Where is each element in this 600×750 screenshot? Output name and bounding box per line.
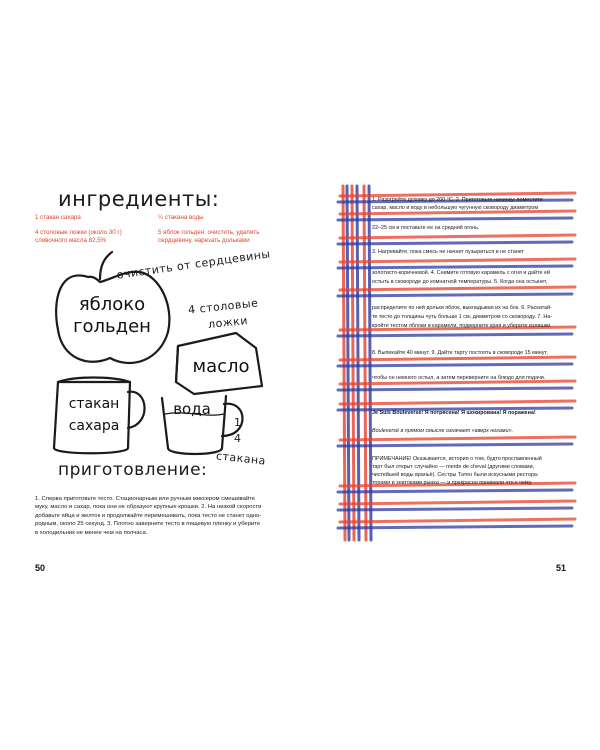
page-number-left: 50 bbox=[35, 563, 46, 573]
fraction-bottom: 4 bbox=[234, 432, 242, 445]
crayon-stroke bbox=[338, 444, 572, 446]
preparation-title: приготовление: bbox=[58, 460, 208, 480]
quarter-cup-label: стакана bbox=[215, 449, 267, 468]
ingredient-1-line1: 1 стакан сахара bbox=[35, 214, 81, 221]
note-line3: чистейшей воды враньё). Сестры Татен были искусными рестора- bbox=[372, 472, 539, 478]
step-8-line1: 8. Выпекайте 40 минут. 9. Дайте тарту постоять в сковороде 15 минут, bbox=[372, 350, 548, 356]
crayon-stroke bbox=[338, 508, 572, 510]
apple-leaf bbox=[100, 252, 112, 279]
prep-line-5: в холодильник не менее чем на полчаса. bbox=[35, 529, 148, 536]
butter-label: масло bbox=[192, 356, 250, 377]
ingredient-2 bbox=[35, 229, 175, 245]
crayon-stroke bbox=[338, 294, 572, 296]
step-6-line2: те тесто до толщины чуть больше 1 см, диаметром со сковороду. 7. На- bbox=[372, 314, 553, 320]
spoons-label-line1: 4 столовые bbox=[187, 296, 259, 317]
ingredient-3-line1: ¼ стакана воды bbox=[158, 214, 204, 221]
fraction-top: 1 bbox=[234, 416, 242, 429]
spoons-label-line2: ложки bbox=[207, 313, 249, 332]
ingredient-4 bbox=[158, 229, 298, 245]
step-7-line: кройте тестом яблоки в карамели, подверните края и уберите излишки. bbox=[372, 323, 552, 329]
prep-line-1: 1. Сперва приготовьте тесто. Стационарным или ручным миксером смешивайте bbox=[35, 496, 256, 502]
bouleverse-meaning: Bouleversé в прямом смысле означает «вверх ногами». bbox=[372, 428, 514, 434]
ingredient-1 bbox=[35, 214, 175, 222]
step-4-line2: остыть в сковороде до комнатной температуры. 5. Когда она остынет, bbox=[372, 279, 548, 285]
prep-line-2: муку, масло и сахар, пока они не образуют крупные крошки. 2. На низкой скорости bbox=[35, 504, 262, 511]
crayon-stroke bbox=[340, 193, 575, 196]
step-1-2-line1: 1. Разогрейте духовку до 200 °C. 2. Приготовьте начинку: поместите bbox=[372, 197, 543, 203]
ingredient-3 bbox=[158, 214, 298, 222]
crayon-stroke bbox=[338, 334, 572, 336]
note-line1: ПРИМЕЧАНИЕ! Оказывается, история о том, будто прославленный bbox=[372, 456, 542, 462]
ingredient-2-line1: 4 столовые ложки (около 30 г) bbox=[35, 229, 122, 236]
crayon-stroke bbox=[338, 266, 572, 268]
crayon-stroke bbox=[340, 401, 575, 404]
crayon-stroke bbox=[340, 235, 575, 238]
crayon-stroke bbox=[340, 437, 575, 440]
cup-label-line1: стакан bbox=[68, 396, 120, 412]
crayon-stroke bbox=[340, 501, 575, 504]
step-1-2-line3: 22–25 см и поставьте ее на средний огонь. bbox=[372, 225, 480, 231]
crayon-stroke bbox=[340, 519, 575, 522]
prep-line-4: родным, около 25 секунд. 3. Плотно заверните тесто в пищевую пленку и уберите bbox=[35, 521, 261, 528]
crayon-stroke bbox=[338, 242, 572, 244]
ingredient-2-line2: сливочного масла 82,5% bbox=[35, 237, 107, 244]
cup-label-line2: сахара bbox=[68, 418, 120, 434]
crayon-stroke bbox=[338, 218, 572, 220]
crayon-stroke bbox=[340, 287, 575, 290]
preparation-text bbox=[35, 495, 285, 537]
water-label: вода bbox=[173, 400, 211, 418]
ingredient-4-line2: сердцевину, нарезать дольками bbox=[158, 237, 250, 244]
prep-line-3: добавьте яйца и желток и продолжайте перемешивать, пока тесто не станет одно- bbox=[35, 512, 262, 519]
step-6-line1: распределите по ней дольки яблок, выкладывая их на бок. 6. Раскатай- bbox=[372, 305, 552, 311]
page-number-right: 51 bbox=[556, 563, 567, 573]
step-1-2-line2: сахар, масло и воду в небольшую чугунную сковороду диаметром bbox=[372, 205, 539, 211]
apple-note-label: очистить от сердцевины bbox=[115, 247, 272, 282]
apple-label-line2: гольден bbox=[73, 316, 151, 337]
note-line4: торами и знатоками рынка — и прекрасно понимали что к чему. bbox=[372, 480, 533, 486]
crayon-stroke bbox=[338, 490, 572, 492]
step-4-line1: золотисто-коричневой. 4. Снимите готовую карамель с огня и дайте ей bbox=[372, 270, 550, 276]
crayon-stroke bbox=[340, 259, 575, 262]
ingredient-4-line1: 5 яблок гольден: очистить, удалить bbox=[158, 229, 260, 236]
crayon-stroke bbox=[338, 526, 572, 528]
ingredients-title: ингредиенты: bbox=[58, 187, 220, 211]
step-8-line2: чтобы он немного остыл, а затем переверните на блюдо для подачи. bbox=[372, 375, 546, 381]
step-3-line: 3. Нагревайте, пока смесь не начнет пузыриться и не станет bbox=[372, 249, 524, 255]
crayon-stroke bbox=[338, 388, 572, 390]
apple-label-line1: яблоко bbox=[78, 294, 146, 315]
bouleverse-line: Je Suis Bouleversé! Я потрясена! Я шокирована! Я поражена! bbox=[372, 410, 536, 416]
crayon-stroke bbox=[338, 364, 572, 366]
note-line2: тарт был открыт случайно — merde de cheval (другими словами, bbox=[372, 464, 535, 470]
